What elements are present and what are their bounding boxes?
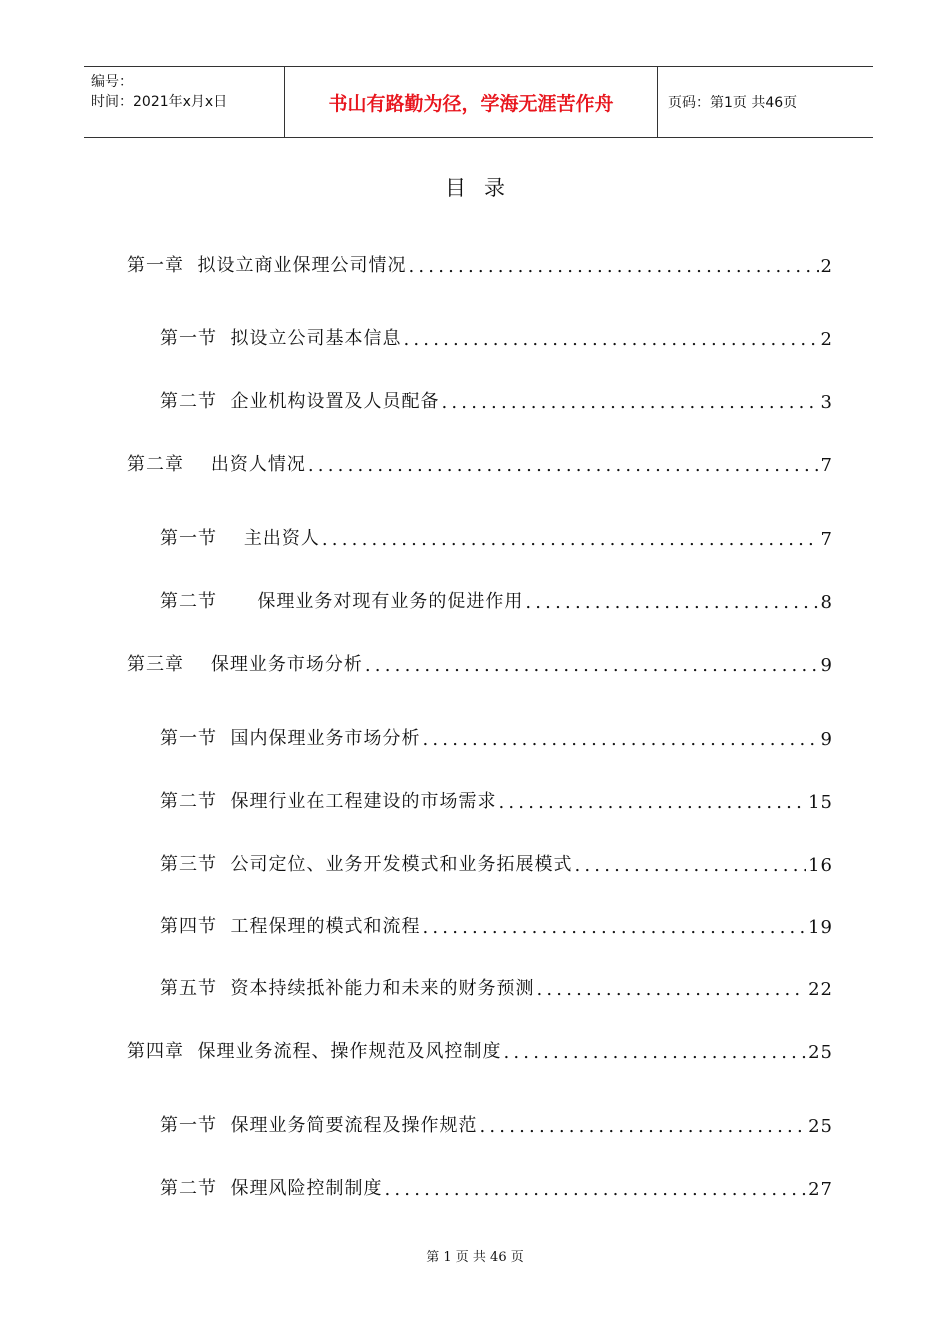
toc-entry-label: 第二节 保理业务对现有业务的促进作用 bbox=[160, 591, 524, 612]
toc-leader bbox=[422, 729, 818, 750]
toc-leader bbox=[322, 529, 819, 550]
toc-entry-section[interactable] bbox=[160, 583, 833, 613]
toc-leader bbox=[441, 392, 818, 413]
toc-leader bbox=[503, 1042, 806, 1063]
toc-entry-section[interactable] bbox=[160, 846, 833, 876]
toc-entry-label: 第一节 国内保理业务市场分析 bbox=[160, 728, 421, 749]
toc-entry-label: 第二节 保理风险控制制度 bbox=[160, 1178, 383, 1199]
toc-entry-label: 第三节 公司定位、业务开发模式和业务拓展模式 bbox=[160, 854, 573, 875]
toc-entry-label: 第二节 企业机构设置及人员配备 bbox=[160, 391, 440, 412]
toc-entry-section[interactable] bbox=[160, 783, 833, 813]
toc-entry-page: 25 bbox=[808, 1116, 833, 1137]
toc-entry-page: 27 bbox=[808, 1179, 833, 1200]
toc-entry-label: 第四章 保理业务流程、操作规范及风控制度 bbox=[127, 1041, 502, 1062]
toc-entry-label: 第四节 工程保理的模式和流程 bbox=[160, 916, 421, 937]
header-meta bbox=[84, 67, 284, 137]
toc-entry-section[interactable] bbox=[160, 520, 833, 550]
toc-entry-chapter[interactable] bbox=[127, 247, 833, 277]
toc-entry-page: 19 bbox=[808, 917, 833, 938]
toc-entry-label: 第一章 拟设立商业保理公司情况 bbox=[127, 255, 407, 276]
toc-entry-section[interactable] bbox=[160, 720, 833, 750]
toc-entry-page: 3 bbox=[820, 392, 833, 413]
toc-leader bbox=[422, 917, 806, 938]
toc-entry-page: 9 bbox=[820, 729, 833, 750]
toc-entry-section[interactable] bbox=[160, 383, 833, 413]
header-page-label: 页码：第1页 共46页 bbox=[668, 95, 798, 111]
page-footer: 第 1 页 共 46 页 bbox=[426, 1250, 524, 1265]
toc-leader bbox=[408, 256, 818, 277]
doc-date-label: 时间：2021年x月x日 bbox=[91, 94, 228, 110]
toc-entry-section[interactable] bbox=[160, 1170, 833, 1200]
toc-entry-label: 第三章 保理业务市场分析 bbox=[127, 654, 363, 675]
toc-entry-page: 15 bbox=[808, 792, 833, 813]
toc-entry-label: 第二节 保理行业在工程建设的市场需求 bbox=[160, 791, 497, 812]
toc-entry-page: 16 bbox=[808, 855, 833, 876]
doc-number-label: 编号： bbox=[91, 74, 133, 90]
header-motto: 书山有路勤为径，学海无涯苦作舟 bbox=[328, 92, 614, 115]
toc-entry-page: 2 bbox=[820, 329, 833, 350]
toc-leader bbox=[525, 592, 818, 613]
toc-leader bbox=[384, 1179, 806, 1200]
toc-entry-label: 第一节 主出资人 bbox=[160, 528, 320, 549]
toc-entry-page: 22 bbox=[808, 979, 833, 1000]
toc-title: 目录 bbox=[445, 176, 523, 200]
toc-leader bbox=[365, 655, 819, 676]
page-header bbox=[84, 66, 873, 138]
toc-entry-chapter[interactable] bbox=[127, 1033, 833, 1063]
toc-entry-label: 第一节 保理业务简要流程及操作规范 bbox=[160, 1115, 478, 1136]
toc-entry-chapter[interactable] bbox=[127, 446, 833, 476]
toc-leader bbox=[308, 455, 819, 476]
toc-entry-page: 25 bbox=[808, 1042, 833, 1063]
toc-entry-page: 9 bbox=[820, 655, 833, 676]
toc-entry-page: 7 bbox=[820, 455, 833, 476]
toc-entry-label: 第五节 资本持续抵补能力和未来的财务预测 bbox=[160, 978, 535, 999]
toc-entry-section[interactable] bbox=[160, 908, 833, 938]
toc-entry-section[interactable] bbox=[160, 1107, 833, 1137]
toc-entry-section[interactable] bbox=[160, 320, 833, 350]
toc-entry-chapter[interactable] bbox=[127, 646, 833, 676]
toc-entry-label: 第一节 拟设立公司基本信息 bbox=[160, 328, 402, 349]
toc-leader bbox=[403, 329, 818, 350]
toc-entry-section[interactable] bbox=[160, 970, 833, 1000]
toc-leader bbox=[574, 855, 806, 876]
toc-leader bbox=[536, 979, 806, 1000]
toc-leader bbox=[479, 1116, 806, 1137]
toc-entry-page: 2 bbox=[820, 256, 833, 277]
toc-entry-page: 8 bbox=[820, 592, 833, 613]
toc-leader bbox=[498, 792, 806, 813]
toc-entry-label: 第二章 出资人情况 bbox=[127, 454, 306, 475]
toc-entry-page: 7 bbox=[820, 529, 833, 550]
